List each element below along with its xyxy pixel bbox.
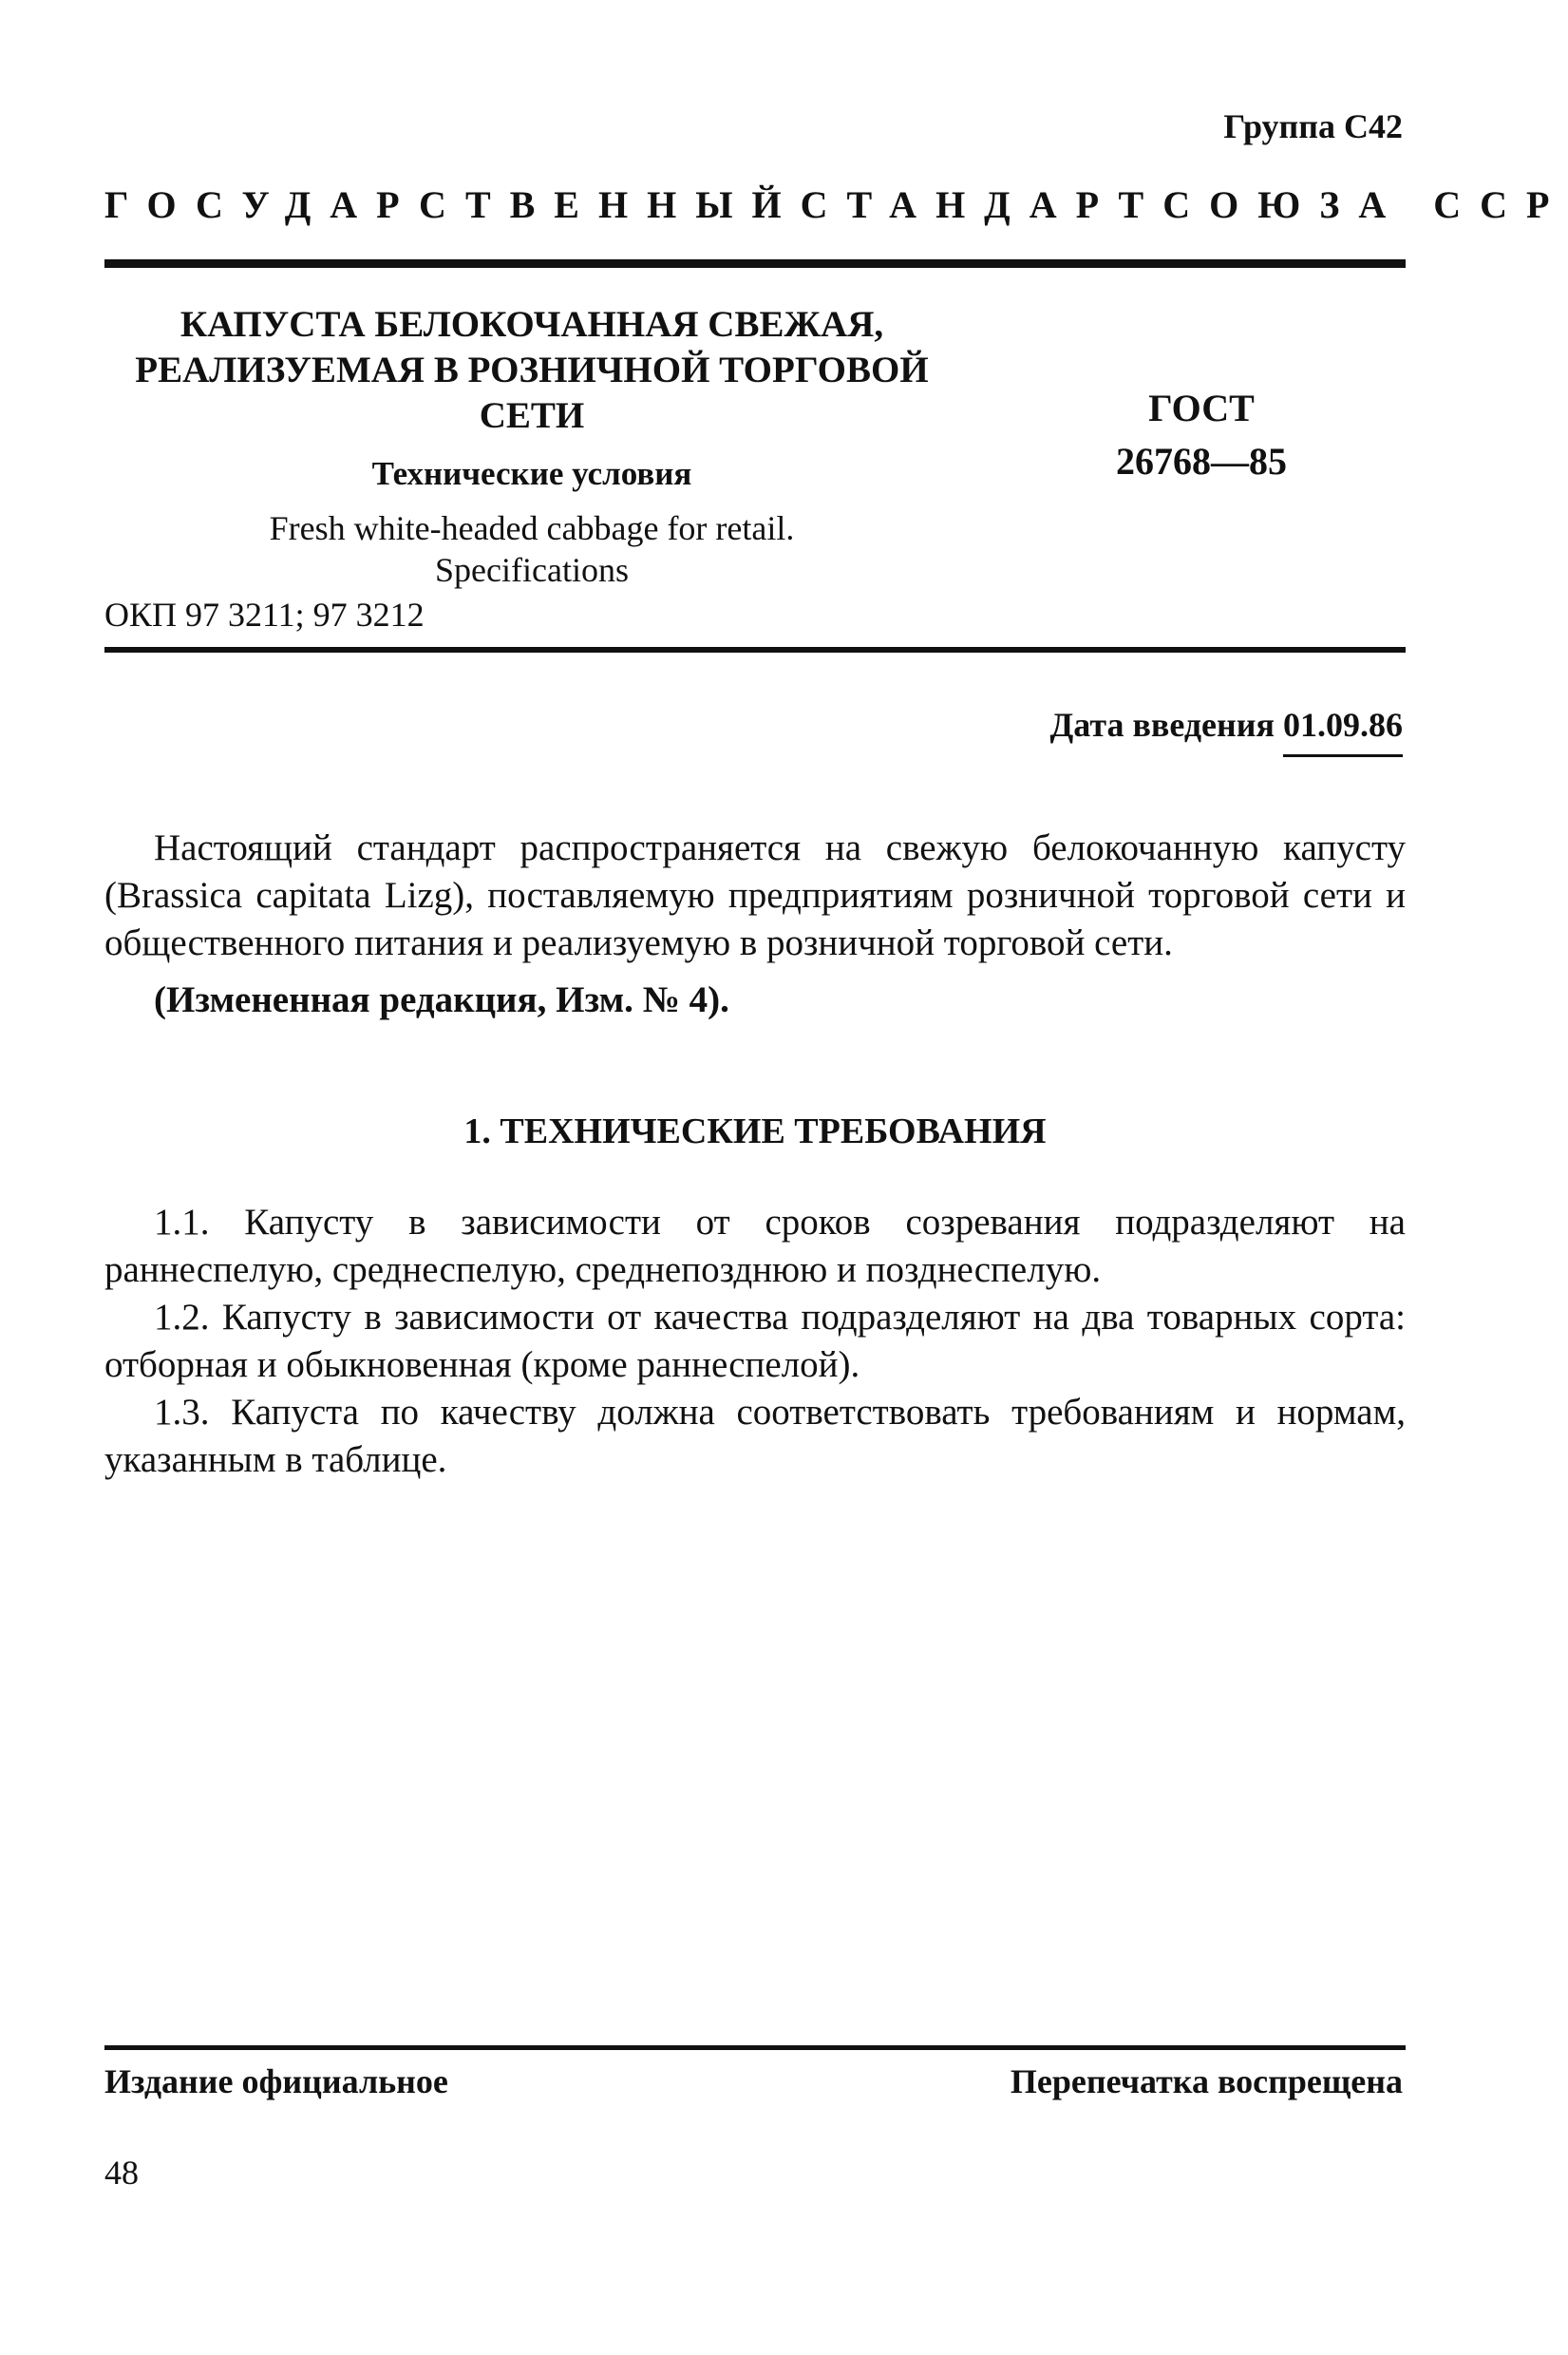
state-standard-banner (104, 182, 1568, 227)
section-heading: 1. ТЕХНИЧЕСКИЕ ТРЕБОВАНИЯ (463, 1111, 1047, 1151)
document-subtitle: Технические условия (371, 455, 692, 492)
reprint-prohibited: Перепечатка воспрещена (1010, 2062, 1403, 2100)
gost-label: ГОСТ (1148, 387, 1255, 429)
english-title-line-2: Specifications (435, 551, 629, 589)
header-rule (104, 259, 1406, 268)
introduction-date-label: Дата введения (1049, 706, 1275, 744)
clauses-block (104, 1199, 1406, 1484)
state-standard-word-2: СТАНДАРТ (800, 183, 1163, 226)
group-code: Группа С42 (1223, 107, 1403, 145)
page-number: 48 (104, 2154, 139, 2192)
gost-designation (1054, 382, 1349, 488)
title-line-3: СЕТИ (479, 395, 585, 436)
official-edition: Издание официальное (104, 2062, 448, 2100)
intro-block (104, 825, 1406, 1024)
introduction-date (1050, 705, 1404, 757)
introduction-date-value: 01.09.86 (1283, 705, 1403, 757)
english-title-line-1: Fresh white-headed cabbage for retail. (269, 509, 795, 547)
title-line-1: КАПУСТА БЕЛОКОЧАННАЯ СВЕЖАЯ, (179, 304, 884, 345)
title-rule (104, 647, 1406, 653)
okp-codes: ОКП 97 3211; 97 3212 (104, 596, 425, 634)
footer-rule (104, 2045, 1406, 2050)
document-title-block (104, 302, 959, 591)
state-standard-word-3: СОЮЗА ССР (1162, 183, 1568, 226)
gost-number: 26768—85 (1116, 440, 1287, 483)
clause-1-3: 1.3. Капуста по качеству должна соответствовать требованиям и нормам, указанным в таблице. (104, 1392, 1406, 1480)
clause-1-2: 1.2. Капусту в зависимости от качества подразделяют на два товарных сорта: отборная и обыкновенная (кроме раннеспелой). (104, 1297, 1406, 1385)
amendment-note: (Измененная редакция, Изм. № 4). (154, 979, 729, 1020)
state-standard-word-1: ГОСУДАРСТВЕННЫЙ (104, 183, 801, 226)
clause-1-1: 1.1. Капусту в зависимости от сроков созревания подразделяют на раннеспелую, среднеспелую, среднепозднюю и позднеспелую. (104, 1202, 1406, 1290)
section-heading-block (104, 1108, 1406, 1155)
title-line-2: РЕАЛИЗУЕМАЯ В РОЗНИЧНОЙ ТОРГОВОЙ (135, 350, 929, 390)
intro-paragraph: Настоящий стандарт распространяется на свежую белокочанную капусту (Brassica capitata Lizg), поставляемую предприятиям розничной торговой сети и общественного питания и реализуемую в розничной торговой сети. (104, 827, 1406, 963)
